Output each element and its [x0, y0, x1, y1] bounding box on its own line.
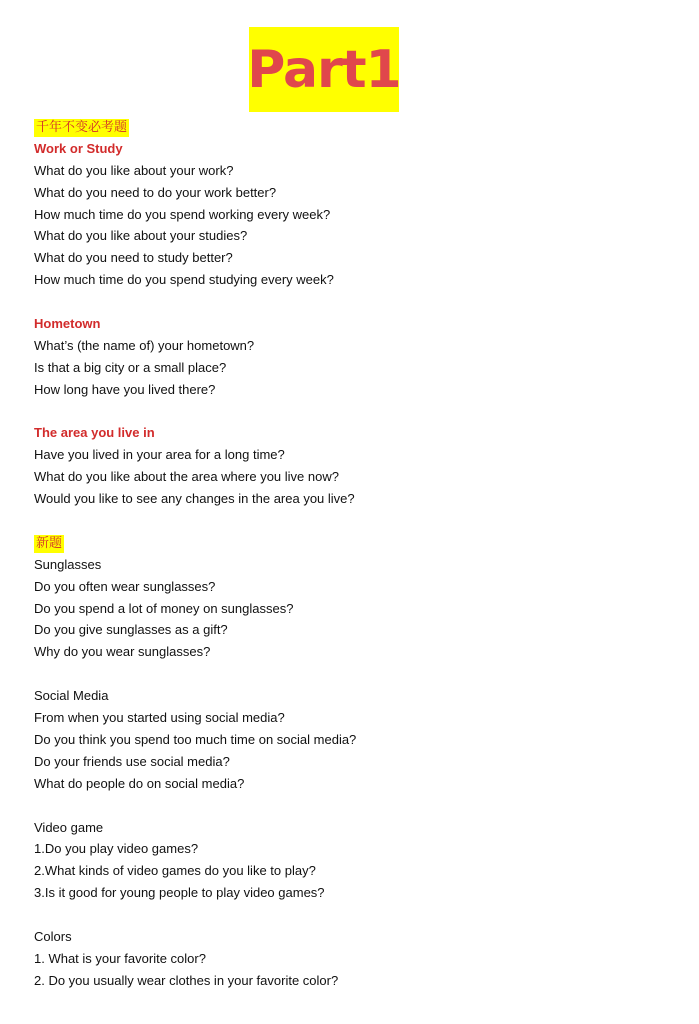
section-gap: [34, 510, 674, 532]
question-line: How much time do you spend studying every week?: [34, 272, 334, 288]
question-line: Is that a big city or a small place?: [34, 359, 227, 375]
question-line: Do you think you spend too much time on social media?: [34, 731, 357, 747]
question-line: Do you give sunglasses as a gift?: [34, 622, 228, 638]
section-gap: [34, 401, 674, 423]
question-line: Do your friends use social media?: [34, 753, 230, 769]
section-heading-sunglasses: Sunglasses: [34, 556, 102, 572]
question-line: What do you need to do your work better?: [34, 184, 277, 200]
page-title-box: [249, 27, 399, 112]
question-line: What do you like about your work?: [34, 162, 234, 178]
section-heading-hometown: Hometown: [34, 316, 101, 332]
section-heading-area: The area you live in: [34, 425, 155, 441]
page-title: Part1: [247, 39, 401, 100]
question-line: Have you lived in your area for a long time?: [34, 447, 285, 463]
highlight-label-old: [34, 116, 674, 138]
question-line: How much time do you spend working every week?: [34, 206, 331, 222]
question-line: 3.Is it good for young people to play video games?: [34, 885, 325, 901]
highlight-label-new: [34, 532, 674, 554]
question-line: 1. What is your favorite color?: [34, 950, 206, 966]
question-line: Would you like to see any changes in the area you live?: [34, 491, 355, 507]
highlight-text: 新题: [36, 535, 63, 551]
section-heading-work-or-study: Work or Study: [34, 140, 123, 156]
section-heading-video-game: Video game: [34, 819, 104, 835]
highlight-text: 千年不变必考题: [36, 120, 128, 135]
section-gap: [34, 291, 674, 313]
section-gap: [34, 904, 674, 926]
question-line: Do you often wear sunglasses?: [34, 578, 216, 594]
document-body: [34, 116, 674, 992]
question-line: 1.Do you play video games?: [34, 841, 199, 857]
question-line: What do you like about your studies?: [34, 228, 248, 244]
question-line: Do you spend a lot of money on sunglasses?: [34, 600, 294, 616]
section-gap: [34, 795, 674, 817]
question-line: Why do you wear sunglasses?: [34, 644, 211, 660]
section-gap: [34, 663, 674, 685]
section-heading-colors: Colors: [34, 928, 72, 944]
question-line: What’s (the name of) your hometown?: [34, 337, 255, 353]
question-line: What do people do on social media?: [34, 775, 245, 791]
question-line: How long have you lived there?: [34, 381, 216, 397]
question-line: What do you like about the area where you live now?: [34, 469, 339, 485]
question-line: What do you need to study better?: [34, 250, 233, 266]
section-heading-social-media: Social Media: [34, 688, 109, 704]
question-line: 2. Do you usually wear clothes in your favorite color?: [34, 972, 339, 988]
question-line: From when you started using social media?: [34, 710, 285, 726]
question-line: 2.What kinds of video games do you like to play?: [34, 863, 316, 879]
